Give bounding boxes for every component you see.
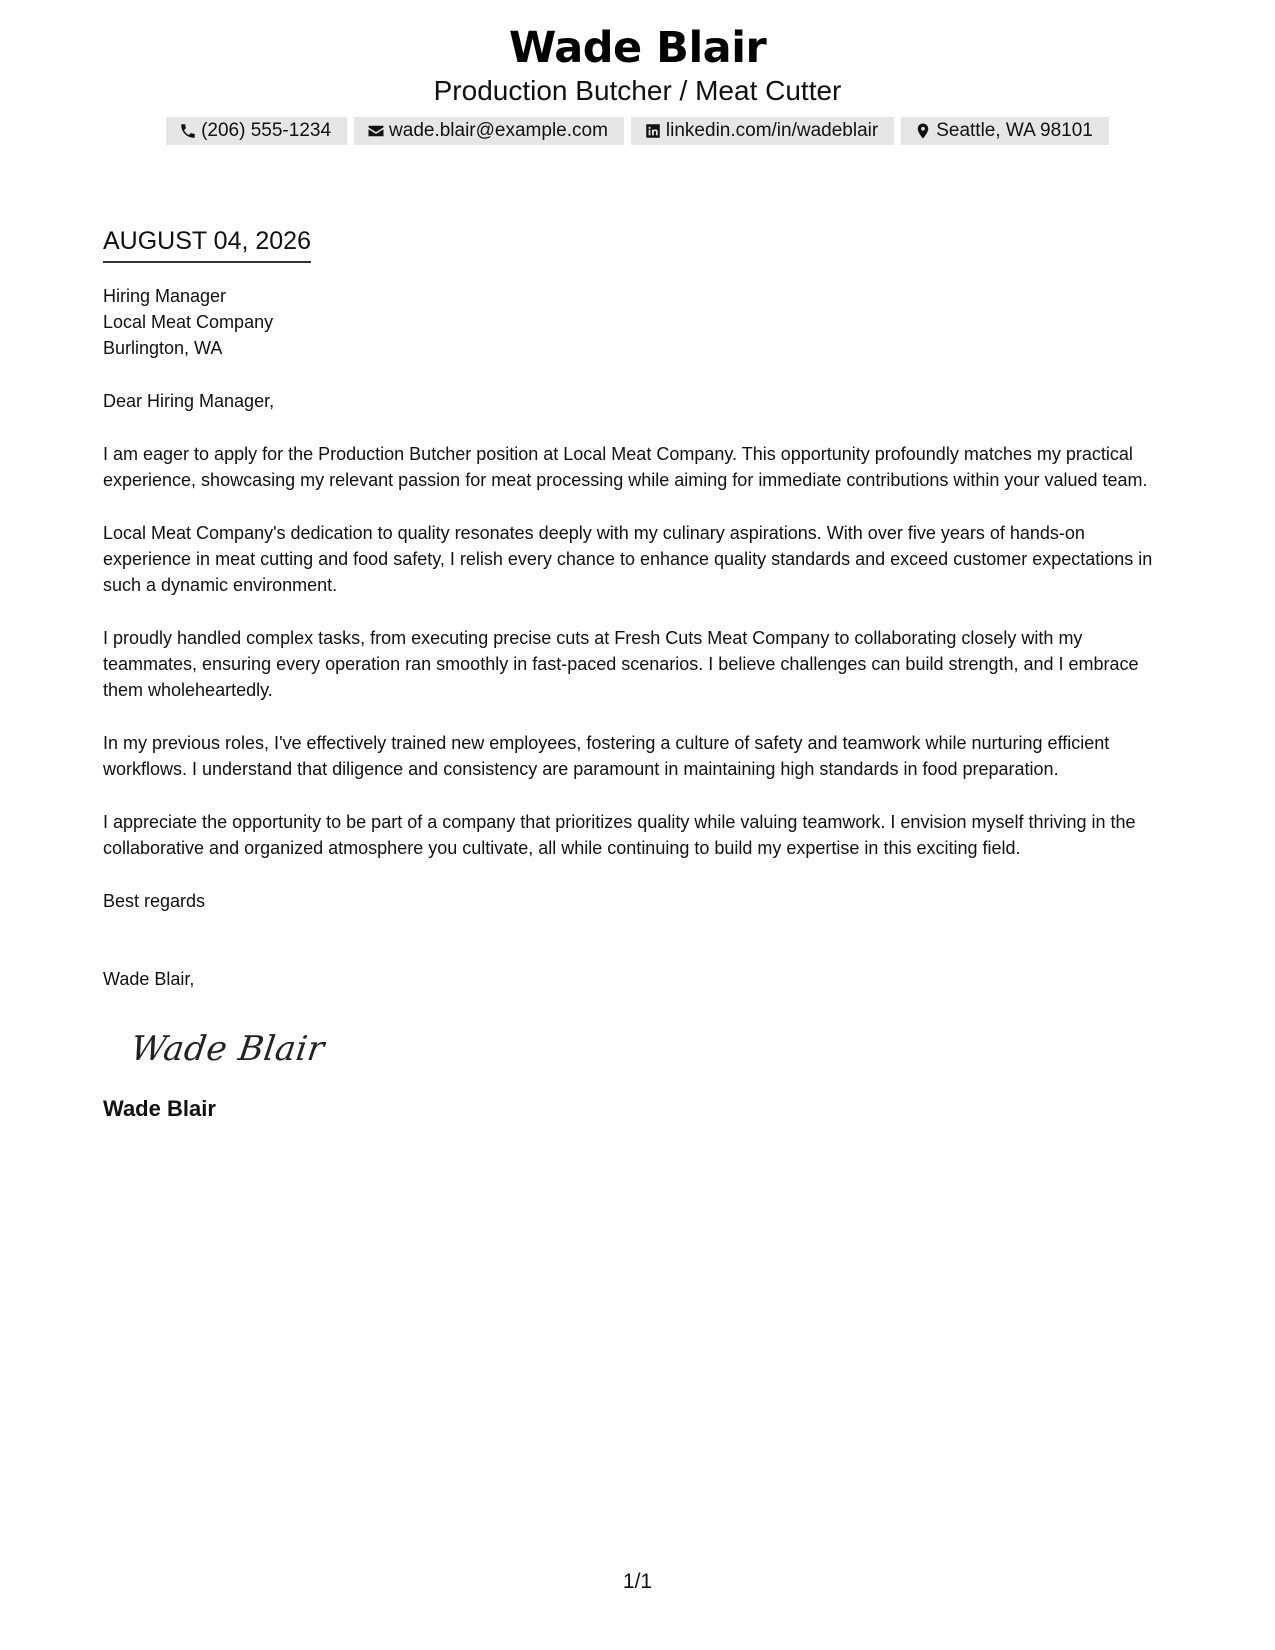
phone-icon bbox=[178, 121, 198, 141]
applicant-title: Production Butcher / Meat Cutter bbox=[433, 75, 842, 106]
body-paragraph: I appreciate the opportunity to be part of a company that prioritizes quality while valuing teamwork. I envision myself thriving in the collaborative and organized atmosphere you cultivate, all while continuing to build my expertise in this exciting field. bbox=[103, 812, 1136, 858]
contact-bar bbox=[0, 117, 1275, 145]
signature-image bbox=[133, 1022, 333, 1072]
body-paragraph: Local Meat Company's dedication to quality resonates deeply with my culinary aspirations. With over five years of hands-on experience in meat cutting and food safety, I relish every chance to enhance quality standards and exceed customer expectations in such a dynamic environment. bbox=[103, 523, 1153, 595]
recipient-block bbox=[103, 283, 1173, 361]
signature-text: Wade Blair bbox=[133, 1029, 328, 1069]
linkedin-icon bbox=[643, 121, 663, 141]
body-paragraph: In my previous roles, I've effectively trained new employees, fostering a culture of safety and teamwork while nurturing efficient workflows. I understand that diligence and consistency are paramount in maintaining high standards in food preparation. bbox=[103, 733, 1110, 779]
contact-phone-text: (206) 555-1234 bbox=[201, 120, 332, 141]
contact-location bbox=[901, 117, 1109, 145]
recipient-line: Burlington, WA bbox=[103, 338, 223, 358]
contact-phone bbox=[166, 117, 347, 145]
contact-email[interactable] bbox=[354, 117, 624, 145]
contact-linkedin-text[interactable]: linkedin.com/in/wadeblair bbox=[665, 120, 879, 141]
page-number: 1/1 bbox=[622, 1570, 653, 1593]
body-paragraph: I proudly handled complex tasks, from executing precise cuts at Fresh Cuts Meat Company to collaborating closely with my teammates, ensuring every operation ran smoothly in fast-paced scenarios. I believe challenges can build strength, and I embrace them wholeheartedly. bbox=[103, 628, 1139, 700]
envelope-icon bbox=[366, 121, 386, 141]
map-marker-icon bbox=[913, 121, 933, 141]
signed-name: Wade Blair bbox=[103, 1096, 216, 1121]
contact-email-text[interactable]: wade.blair@example.com bbox=[389, 120, 608, 141]
closing: Best regards bbox=[103, 891, 206, 911]
contact-location-text: Seattle, WA 98101 bbox=[936, 120, 1093, 141]
letter-body bbox=[103, 224, 1173, 1124]
recipient-line: Hiring Manager bbox=[103, 286, 227, 306]
closing-name: Wade Blair, bbox=[103, 969, 195, 989]
letter-header bbox=[0, 22, 1275, 145]
body-paragraph: I am eager to apply for the Production Butcher position at Local Meat Company. This opportunity profoundly matches my practical experience, showcasing my relevant passion for meat processing while aiming for immediate contributions within your valued team. bbox=[103, 444, 1148, 490]
letter-date: AUGUST 04, 2026 bbox=[103, 224, 311, 263]
salutation: Dear Hiring Manager, bbox=[103, 391, 275, 411]
recipient-line: Local Meat Company bbox=[103, 312, 274, 332]
contact-linkedin[interactable] bbox=[631, 117, 894, 145]
applicant-name: Wade Blair bbox=[508, 23, 767, 73]
